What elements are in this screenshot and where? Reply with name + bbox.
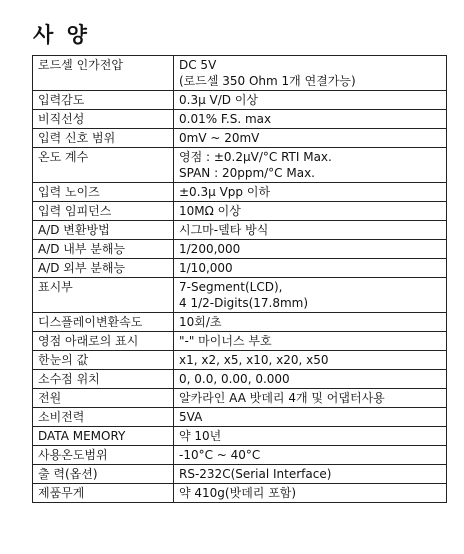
table-row xyxy=(33,446,447,465)
spec-value xyxy=(174,465,447,484)
spec-value-line: SPAN : 20ppm/°C Max. xyxy=(179,166,315,180)
table-row xyxy=(33,370,447,389)
spec-value xyxy=(174,408,447,427)
spec-label: 입력 임피던스 xyxy=(33,202,174,221)
spec-value-line: 4 1/2-Digits(17.8mm) xyxy=(179,296,309,310)
table-row xyxy=(33,389,447,408)
spec-label: 영점 아래로의 표시 xyxy=(33,332,174,351)
spec-label: 사용온도범위 xyxy=(33,446,174,465)
table-row xyxy=(33,465,447,484)
spec-value-line: 0.01% F.S. max xyxy=(179,112,272,126)
spec-value xyxy=(174,370,447,389)
spec-value-line: (로드셀 350 Ohm 1개 연결가능) xyxy=(179,74,356,88)
spec-value-line: 약 410g(밧데리 포함) xyxy=(179,486,297,500)
spec-label: A/D 변환방법 xyxy=(33,221,174,240)
table-row xyxy=(33,183,447,202)
spec-value xyxy=(174,484,447,503)
spec-label: 온도 계수 xyxy=(33,148,174,183)
table-row xyxy=(33,148,447,183)
spec-label: 소수점 위치 xyxy=(33,370,174,389)
spec-label: 로드셀 인가전압 xyxy=(33,56,174,91)
spec-value xyxy=(174,110,447,129)
table-row xyxy=(33,408,447,427)
spec-value xyxy=(174,389,447,408)
spec-value-line: x1, x2, x5, x10, x20, x50 xyxy=(179,353,329,367)
spec-value-line: 알카라인 AA 밧데리 4개 및 어댑터사용 xyxy=(179,391,385,405)
spec-value-line: RS-232C(Serial Interface) xyxy=(179,467,332,481)
spec-value xyxy=(174,259,447,278)
spec-label: 표시부 xyxy=(33,278,174,313)
spec-value-line: 0.3μ V/D 이상 xyxy=(179,93,259,107)
table-row xyxy=(33,56,447,91)
spec-value xyxy=(174,313,447,332)
spec-value xyxy=(174,56,447,91)
table-row xyxy=(33,221,447,240)
table-row xyxy=(33,259,447,278)
spec-label: 비직선성 xyxy=(33,110,174,129)
spec-value-line: 1/10,000 xyxy=(179,261,233,275)
table-row xyxy=(33,110,447,129)
table-row xyxy=(33,313,447,332)
spec-value-line: 10MΩ 이상 xyxy=(179,204,241,218)
table-row xyxy=(33,91,447,110)
spec-label: A/D 외부 분해능 xyxy=(33,259,174,278)
table-row xyxy=(33,484,447,503)
spec-label: 디스플레이변환속도 xyxy=(33,313,174,332)
spec-table xyxy=(32,55,447,503)
spec-value-line: ±0.3μ Vpp 이하 xyxy=(179,185,271,199)
spec-label: 입력 노이즈 xyxy=(33,183,174,202)
spec-value xyxy=(174,91,447,110)
table-row xyxy=(33,351,447,370)
spec-value-line: 7-Segment(LCD), xyxy=(179,280,283,294)
spec-label: 전원 xyxy=(33,389,174,408)
spec-label: 소비전력 xyxy=(33,408,174,427)
spec-value xyxy=(174,278,447,313)
spec-value xyxy=(174,148,447,183)
spec-value xyxy=(174,183,447,202)
spec-value xyxy=(174,129,447,148)
spec-value-line: 0mV ~ 20mV xyxy=(179,131,260,145)
table-row xyxy=(33,332,447,351)
spec-label: 제품무게 xyxy=(33,484,174,503)
table-row xyxy=(33,240,447,259)
spec-value xyxy=(174,240,447,259)
page-title: 사 양 xyxy=(33,23,90,47)
spec-value-line: -10°C ~ 40°C xyxy=(179,448,261,462)
spec-label: 한눈의 값 xyxy=(33,351,174,370)
spec-value xyxy=(174,221,447,240)
spec-label: 입력감도 xyxy=(33,91,174,110)
spec-value-line: DC 5V xyxy=(179,58,217,72)
spec-label: DATA MEMORY xyxy=(33,427,174,446)
spec-value-line: "-" 마이너스 부호 xyxy=(179,334,272,348)
spec-value-line: 5VA xyxy=(179,410,203,424)
spec-value-line: 영점 : ±0.2μV/°C RTI Max. xyxy=(179,150,332,164)
spec-value-line: 시그마-델타 방식 xyxy=(179,223,269,237)
spec-value-line: 0, 0.0, 0.00, 0.000 xyxy=(179,372,290,386)
table-row xyxy=(33,427,447,446)
spec-value xyxy=(174,427,447,446)
spec-value xyxy=(174,446,447,465)
spec-value-line: 1/200,000 xyxy=(179,242,241,256)
spec-label: 입력 신호 범위 xyxy=(33,129,174,148)
spec-value xyxy=(174,202,447,221)
table-row xyxy=(33,129,447,148)
spec-label: A/D 내부 분해능 xyxy=(33,240,174,259)
table-row xyxy=(33,278,447,313)
spec-value xyxy=(174,332,447,351)
table-row xyxy=(33,202,447,221)
spec-value xyxy=(174,351,447,370)
spec-value-line: 약 10년 xyxy=(179,429,222,443)
spec-label: 출 력(옵션) xyxy=(33,465,174,484)
spec-value-line: 10회/초 xyxy=(179,315,222,329)
